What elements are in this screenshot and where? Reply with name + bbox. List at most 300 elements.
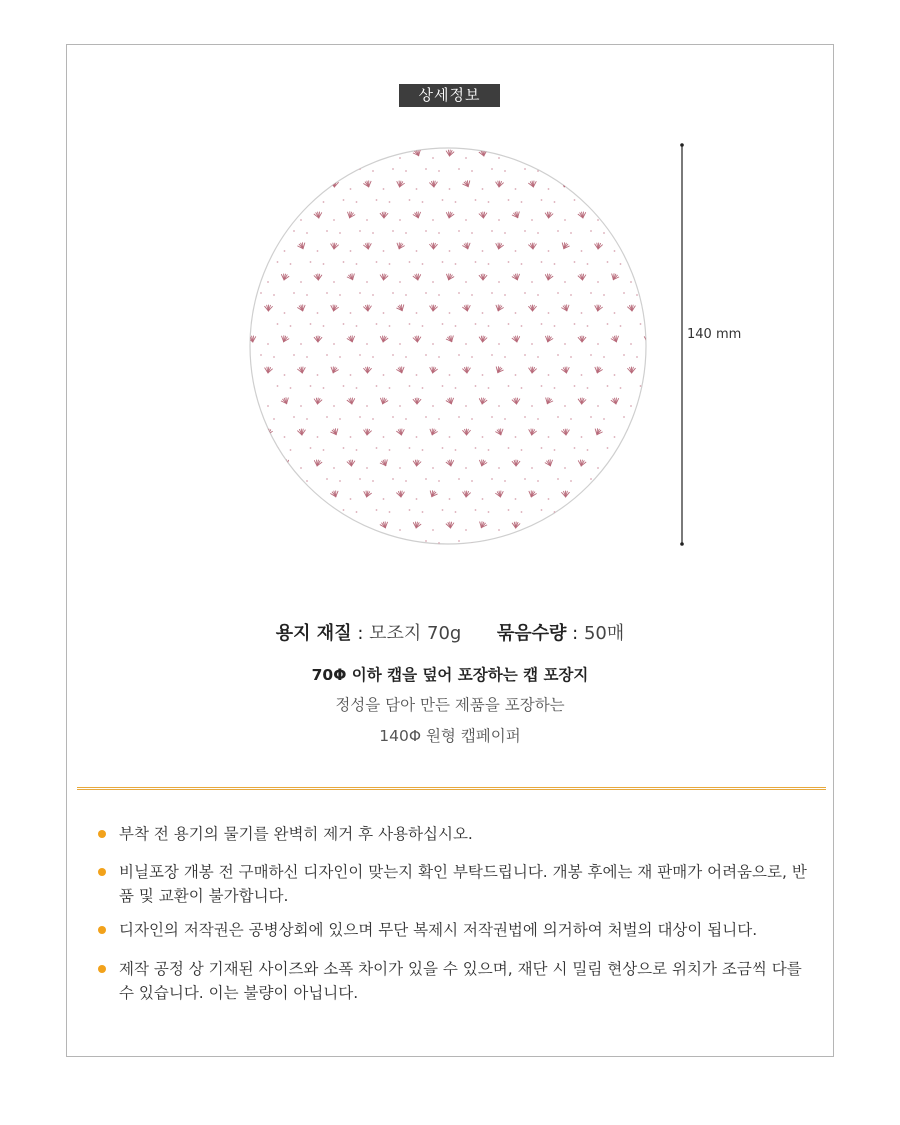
dot-motif [521,387,523,389]
dot-motif [537,170,539,172]
dot-motif [548,374,550,376]
dot-motif [574,385,576,387]
dot-motif [640,323,642,325]
dot-motif [359,354,361,356]
dot-motif [399,281,401,283]
dot-motif [475,509,477,511]
flower-motif [545,150,553,156]
flower-motif [627,180,636,188]
dot-motif [389,325,391,327]
dot-motif [310,323,312,325]
dot-motif [273,542,275,544]
dot-motif [640,447,642,449]
dot-motif [504,480,506,482]
dot-motif [284,188,286,190]
dot-motif [366,157,368,159]
dot-motif [603,480,605,482]
dot-motif [508,199,510,201]
dot-motif [277,509,279,511]
dot-motif [570,418,572,420]
flower-motif [346,149,355,157]
dot-motif [471,170,473,172]
dot-motif [475,261,477,263]
dot-motif [343,385,345,387]
dot-motif [267,281,269,283]
dot-motif [597,281,599,283]
dot-motif [488,325,490,327]
dot-motif [465,281,467,283]
dot-motif [455,201,457,203]
dot-motif [498,343,500,345]
dot-motif [465,405,467,407]
dot-motif [471,356,473,358]
dot-motif [647,312,649,314]
dot-motif [326,230,328,232]
dot-motif [333,405,335,407]
flower-motif [611,459,619,466]
dot-motif [306,170,308,172]
bundle-label: 묶음수량 [496,623,567,644]
dot-motif [323,263,325,265]
dot-motif [405,170,407,172]
dot-motif [590,168,592,170]
dot-motif [376,261,378,263]
flower-motif [577,521,586,529]
dot-motif [442,447,444,449]
dot-motif [458,230,460,232]
dot-motif [300,467,302,469]
dot-motif [581,188,583,190]
dot-motif [623,540,625,542]
dot-motif [392,292,394,294]
dot-motif [491,168,493,170]
flower-motif [627,429,635,436]
dot-motif [488,511,490,513]
dot-motif [623,478,625,480]
dot-motif [405,294,407,296]
dot-motif [548,436,550,438]
dot-motif [623,292,625,294]
dot-motif [524,416,526,418]
dot-motif [306,418,308,420]
dot-motif [607,261,609,263]
dot-motif [636,418,638,420]
dot-motif [350,250,352,252]
dot-motif [498,529,500,531]
dot-motif [366,529,368,531]
dot-motif [630,219,632,221]
section-divider [77,787,826,790]
dot-motif [409,385,411,387]
dot-motif [541,385,543,387]
dot-motif [267,529,269,531]
dot-motif [359,292,361,294]
dot-motif [531,157,533,159]
dot-motif [392,416,394,418]
dot-motif [293,354,295,356]
dot-motif [260,416,262,418]
spec-line [0,619,900,645]
dot-motif [581,498,583,500]
dot-motif [475,385,477,387]
dot-motif [524,354,526,356]
dot-motif [515,312,517,314]
flower-motif [644,212,650,218]
dot-motif [376,509,378,511]
dot-motif [508,385,510,387]
dot-motif [293,540,295,542]
dimension-line [675,142,689,548]
dot-motif [603,294,605,296]
flower-motif [247,149,256,157]
flower-motif [264,243,272,250]
dot-motif [647,188,649,190]
dot-motif [310,199,312,201]
dot-motif [636,170,638,172]
dot-motif [630,405,632,407]
dot-motif [389,449,391,451]
dot-motif [508,509,510,511]
flower-motif [347,522,355,528]
dot-motif [537,356,539,358]
dot-motif [636,480,638,482]
dot-motif [504,542,506,544]
dot-motif [399,405,401,407]
dot-motif [647,436,649,438]
dot-motif [366,219,368,221]
dot-motif [383,436,385,438]
dot-motif [326,292,328,294]
notice-item [98,860,818,908]
dot-motif [438,232,440,234]
dot-motif [458,416,460,418]
dot-motif [399,343,401,345]
dot-motif [455,263,457,265]
dot-motif [607,323,609,325]
dot-motif [356,201,358,203]
dot-motif [405,418,407,420]
dot-motif [504,418,506,420]
dot-motif [554,387,556,389]
dot-motif [422,387,424,389]
dot-motif [623,354,625,356]
dot-motif [383,250,385,252]
dot-motif [471,232,473,234]
dot-motif [482,374,484,376]
dot-motif [284,436,286,438]
dot-motif [636,542,638,544]
dot-motif [343,261,345,263]
dot-motif [498,405,500,407]
dot-motif [267,343,269,345]
dot-motif [359,478,361,480]
dot-motif [537,542,539,544]
dot-motif [498,157,500,159]
dot-motif [614,188,616,190]
dot-motif [422,325,424,327]
description-line-2: 140Φ 원형 캡페이퍼 [379,727,521,745]
dot-motif [372,294,374,296]
dot-motif [574,323,576,325]
dot-motif [597,529,599,531]
dot-motif [290,449,292,451]
dot-motif [521,325,523,327]
dot-motif [482,498,484,500]
dot-motif [449,374,451,376]
flower-motif [298,491,306,497]
dot-motif [442,385,444,387]
dot-motif [300,343,302,345]
dot-motif [471,418,473,420]
material-label: 용지 재질 [275,623,352,644]
dot-motif [339,356,341,358]
dot-motif [531,281,533,283]
dot-motif [273,480,275,482]
dot-motif [498,467,500,469]
dot-motif [491,292,493,294]
bundle-value: 50매 [583,623,625,644]
dot-motif [488,387,490,389]
dot-motif [323,511,325,513]
dot-motif [636,356,638,358]
dot-motif [392,540,394,542]
dot-motif [416,436,418,438]
bullet-icon [98,965,106,973]
dot-motif [491,478,493,480]
dot-motif [339,294,341,296]
dot-motif [475,199,477,201]
dot-motif [524,230,526,232]
dot-motif [498,219,500,221]
dot-motif [300,405,302,407]
dot-motif [636,294,638,296]
dot-motif [587,449,589,451]
flower-motif [611,522,619,528]
flower-motif [281,521,290,528]
bullet-icon [98,830,106,838]
flower-motif [248,522,256,529]
flower-motif [644,274,650,281]
flower-motif [610,211,619,219]
dot-motif [590,416,592,418]
dot-motif [389,201,391,203]
dot-motif [273,232,275,234]
dot-motif [326,168,328,170]
dot-motif [590,354,592,356]
dot-motif [524,168,526,170]
dot-motif [515,250,517,252]
dot-motif [392,478,394,480]
dot-motif [376,385,378,387]
dot-motif [425,478,427,480]
dot-motif [548,312,550,314]
dot-motif [425,416,427,418]
dot-motif [317,250,319,252]
dot-motif [323,201,325,203]
dot-motif [438,480,440,482]
dot-motif [458,292,460,294]
dot-motif [607,447,609,449]
dot-motif [508,323,510,325]
dot-motif [267,467,269,469]
dot-motif [260,478,262,480]
dot-motif [416,498,418,500]
dot-motif [277,199,279,201]
dot-motif [293,416,295,418]
dot-motif [458,354,460,356]
dot-motif [405,542,407,544]
dot-motif [614,498,616,500]
dot-motif [488,201,490,203]
dot-motif [425,230,427,232]
dot-motif [389,263,391,265]
dot-motif [405,356,407,358]
notice-text: 디자인의 저작권은 공병상회에 있으며 무단 복제시 저작권법에 의거하여 처벌의 대상이 됩니다. [119,921,758,939]
dot-motif [482,312,484,314]
bullet-icon [98,926,106,934]
dot-motif [491,540,493,542]
description-line-1: 정성을 담아 만든 제품을 포장하는 [335,696,565,714]
dot-motif [482,436,484,438]
dot-motif [300,219,302,221]
dot-motif [515,188,517,190]
dot-motif [537,418,539,420]
flower-motif [380,150,388,157]
dot-motif [323,325,325,327]
dot-motif [310,261,312,263]
dot-motif [521,511,523,513]
dot-motif [647,374,649,376]
dot-motif [471,480,473,482]
dot-motif [339,232,341,234]
dot-motif [647,250,649,252]
dot-motif [570,294,572,296]
dot-motif [620,201,622,203]
dot-motif [614,436,616,438]
dot-motif [416,312,418,314]
dot-motif [524,478,526,480]
dot-motif [504,294,506,296]
dot-motif [475,447,477,449]
flower-motif [644,150,650,157]
dot-motif [647,498,649,500]
dot-motif [416,188,418,190]
dot-motif [300,157,302,159]
dot-motif [333,467,335,469]
dot-motif [471,294,473,296]
dot-motif [458,168,460,170]
dot-motif [260,354,262,356]
dot-motif [273,170,275,172]
dot-motif [597,157,599,159]
dot-motif [273,418,275,420]
dot-motif [574,199,576,201]
dot-motif [603,170,605,172]
dot-motif [541,323,543,325]
description-headline: 70Φ 이하 캡을 덮어 포장하는 캡 포장지 [311,666,589,684]
dot-motif [537,294,539,296]
dot-motif [333,343,335,345]
dot-motif [531,405,533,407]
dot-motif [504,356,506,358]
dot-motif [350,436,352,438]
dot-motif [570,170,572,172]
dot-motif [564,219,566,221]
dot-motif [442,199,444,201]
dot-motif [372,356,374,358]
dot-motif [640,385,642,387]
dot-motif [587,387,589,389]
dot-motif [564,157,566,159]
dot-motif [376,323,378,325]
dot-motif [350,312,352,314]
dot-motif [277,261,279,263]
dot-motif [475,323,477,325]
dot-motif [399,157,401,159]
dot-motif [339,480,341,482]
flower-motif [281,211,289,218]
dot-motif [425,540,427,542]
dot-motif [620,263,622,265]
dot-motif [442,323,444,325]
dot-motif [574,261,576,263]
dot-motif [570,232,572,234]
flower-motif [643,459,650,468]
notice-item [98,957,818,1005]
dot-motif [409,509,411,511]
dot-motif [570,480,572,482]
flower-motif [264,180,273,187]
dot-motif [630,343,632,345]
dot-motif [323,387,325,389]
dot-motif [432,529,434,531]
dot-motif [557,540,559,542]
dot-motif [372,232,374,234]
dot-motif [597,467,599,469]
dot-motif [409,199,411,201]
dot-motif [491,416,493,418]
dot-motif [306,232,308,234]
dot-motif [640,509,642,511]
dot-motif [640,199,642,201]
dot-motif [323,449,325,451]
dot-motif [422,511,424,513]
dot-motif [339,170,341,172]
dot-motif [432,467,434,469]
dot-motif [317,188,319,190]
dot-motif [590,292,592,294]
dot-motif [284,374,286,376]
dot-motif [541,261,543,263]
dot-motif [488,263,490,265]
dot-motif [376,447,378,449]
dot-motif [343,199,345,201]
dot-motif [306,294,308,296]
dot-motif [422,449,424,451]
dot-motif [504,170,506,172]
dot-motif [432,343,434,345]
dot-motif [603,418,605,420]
dot-motif [531,219,533,221]
dot-motif [548,188,550,190]
dot-motif [455,449,457,451]
dot-motif [293,478,295,480]
dot-motif [438,542,440,544]
dot-motif [557,168,559,170]
flower-motif [248,398,256,405]
dot-motif [449,188,451,190]
dot-motif [449,436,451,438]
